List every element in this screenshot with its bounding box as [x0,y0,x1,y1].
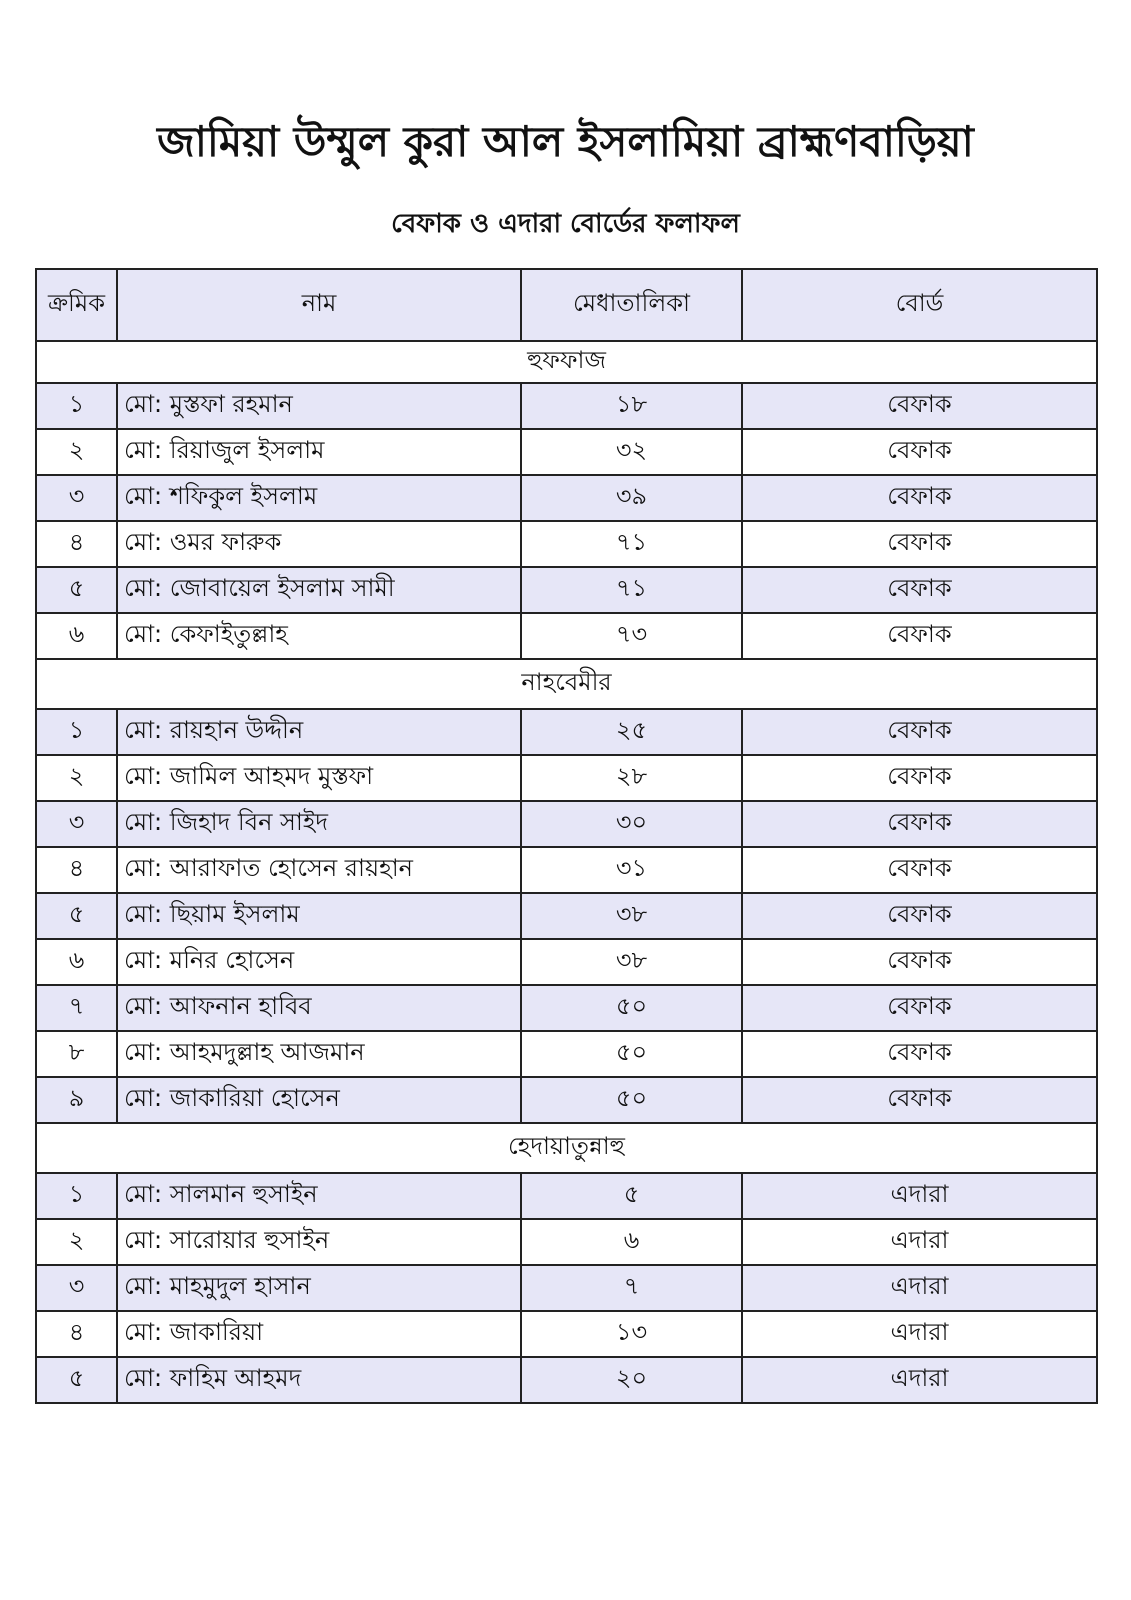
table-row [36,1219,1097,1265]
section-row [36,659,1097,709]
table-row [36,383,1097,429]
cell-merit: ২৫ [521,709,742,755]
cell-board: বেফাক [742,1077,1097,1123]
cell-board: বেফাক [742,1031,1097,1077]
table-row [36,429,1097,475]
cell-board: বেফাক [742,847,1097,893]
cell-serial: ৭ [36,985,117,1031]
cell-board: বেফাক [742,801,1097,847]
table-row [36,1173,1097,1219]
cell-merit: ৫০ [521,985,742,1031]
table-header [36,269,1097,341]
cell-name: মো: আরাফাত হোসেন রায়হান [117,847,521,893]
cell-name: মো: ওমর ফারুক [117,521,521,567]
cell-serial: ৫ [36,1357,117,1403]
cell-board: এদারা [742,1265,1097,1311]
cell-serial: ৪ [36,1311,117,1357]
cell-name: মো: রায়হান উদ্দীন [117,709,521,755]
cell-merit: ৭১ [521,567,742,613]
header-row [36,269,1097,341]
table-row [36,1357,1097,1403]
header-merit: মেধাতালিকা [521,269,742,341]
table-row [36,475,1097,521]
results-table [35,268,1098,1404]
cell-serial: ৪ [36,847,117,893]
cell-board: বেফাক [742,567,1097,613]
table-body [36,341,1097,1403]
cell-merit: ২০ [521,1357,742,1403]
cell-board: বেফাক [742,383,1097,429]
table-row [36,1265,1097,1311]
cell-board: বেফাক [742,521,1097,567]
cell-serial: ৩ [36,475,117,521]
cell-board: বেফাক [742,709,1097,755]
cell-name: মো: জাকারিয়া হোসেন [117,1077,521,1123]
cell-serial: ৮ [36,1031,117,1077]
cell-serial: ২ [36,1219,117,1265]
cell-board: বেফাক [742,429,1097,475]
cell-serial: ২ [36,429,117,475]
cell-board: এদারা [742,1357,1097,1403]
cell-serial: ৬ [36,613,117,659]
cell-serial: ১ [36,709,117,755]
cell-merit: ৫০ [521,1031,742,1077]
cell-serial: ৩ [36,801,117,847]
table-row [36,801,1097,847]
cell-merit: ৩২ [521,429,742,475]
cell-serial: ১ [36,1173,117,1219]
table-row [36,1311,1097,1357]
table-row [36,613,1097,659]
header-name: নাম [117,269,521,341]
cell-serial: ১ [36,383,117,429]
section-title: নাহবেমীর [36,659,1097,709]
cell-merit: ৩১ [521,847,742,893]
cell-merit: ১৮ [521,383,742,429]
cell-merit: ৭৩ [521,613,742,659]
cell-name: মো: জামিল আহমদ মুস্তফা [117,755,521,801]
cell-merit: ৬ [521,1219,742,1265]
cell-name: মো: রিয়াজুল ইসলাম [117,429,521,475]
cell-name: মো: মনির হোসেন [117,939,521,985]
section-row [36,341,1097,383]
cell-serial: ৬ [36,939,117,985]
cell-board: বেফাক [742,613,1097,659]
cell-merit: ৩৮ [521,939,742,985]
cell-serial: ৫ [36,567,117,613]
table-row [36,1077,1097,1123]
cell-name: মো: শফিকুল ইসলাম [117,475,521,521]
table-row [36,939,1097,985]
cell-merit: ৫ [521,1173,742,1219]
section-title: হেদায়াতুন্নাহু [36,1123,1097,1173]
header-serial: ক্রমিক [36,269,117,341]
cell-name: মো: আফনান হাবিব [117,985,521,1031]
cell-board: বেফাক [742,475,1097,521]
page-title: জামিয়া উম্মুল কুরা আল ইসলামিয়া ব্রাহ্মণবাড়িয়া [157,117,974,166]
header-board: বোর্ড [742,269,1097,341]
cell-merit: ৩০ [521,801,742,847]
cell-name: মো: মাহমুদুল হাসান [117,1265,521,1311]
cell-merit: ১৩ [521,1311,742,1357]
section-row [36,1123,1097,1173]
cell-merit: ৭১ [521,521,742,567]
table-row [36,567,1097,613]
cell-name: মো: কেফাইতুল্লাহ [117,613,521,659]
cell-board: বেফাক [742,893,1097,939]
page-subtitle: বেফাক ও এদারা বোর্ডের ফলাফল [391,209,740,239]
table-row [36,1031,1097,1077]
cell-serial: ৯ [36,1077,117,1123]
cell-name: মো: জিহাদ বিন সাইদ [117,801,521,847]
table-row [36,893,1097,939]
table-row [36,755,1097,801]
cell-name: মো: জাকারিয়া [117,1311,521,1357]
table-row [36,847,1097,893]
cell-board: বেফাক [742,985,1097,1031]
cell-board: এদারা [742,1173,1097,1219]
cell-serial: ৩ [36,1265,117,1311]
cell-merit: ৩৯ [521,475,742,521]
cell-merit: ২৮ [521,755,742,801]
cell-name: মো: সারোয়ার হুসাইন [117,1219,521,1265]
section-title: হুফফাজ [36,341,1097,383]
cell-name: মো: ফাহিম আহমদ [117,1357,521,1403]
cell-board: এদারা [742,1219,1097,1265]
cell-name: মো: মুস্তফা রহমান [117,383,521,429]
cell-board: বেফাক [742,755,1097,801]
cell-name: মো: ছিয়াম ইসলাম [117,893,521,939]
table-row [36,709,1097,755]
cell-merit: ৫০ [521,1077,742,1123]
cell-name: মো: সালমান হুসাইন [117,1173,521,1219]
cell-serial: ৫ [36,893,117,939]
cell-name: মো: আহমদুল্লাহ আজমান [117,1031,521,1077]
table-row [36,521,1097,567]
cell-merit: ৩৮ [521,893,742,939]
cell-name: মো: জোবায়েল ইসলাম সামী [117,567,521,613]
cell-serial: ৪ [36,521,117,567]
cell-merit: ৭ [521,1265,742,1311]
table-row [36,985,1097,1031]
cell-board: এদারা [742,1311,1097,1357]
cell-serial: ২ [36,755,117,801]
cell-board: বেফাক [742,939,1097,985]
